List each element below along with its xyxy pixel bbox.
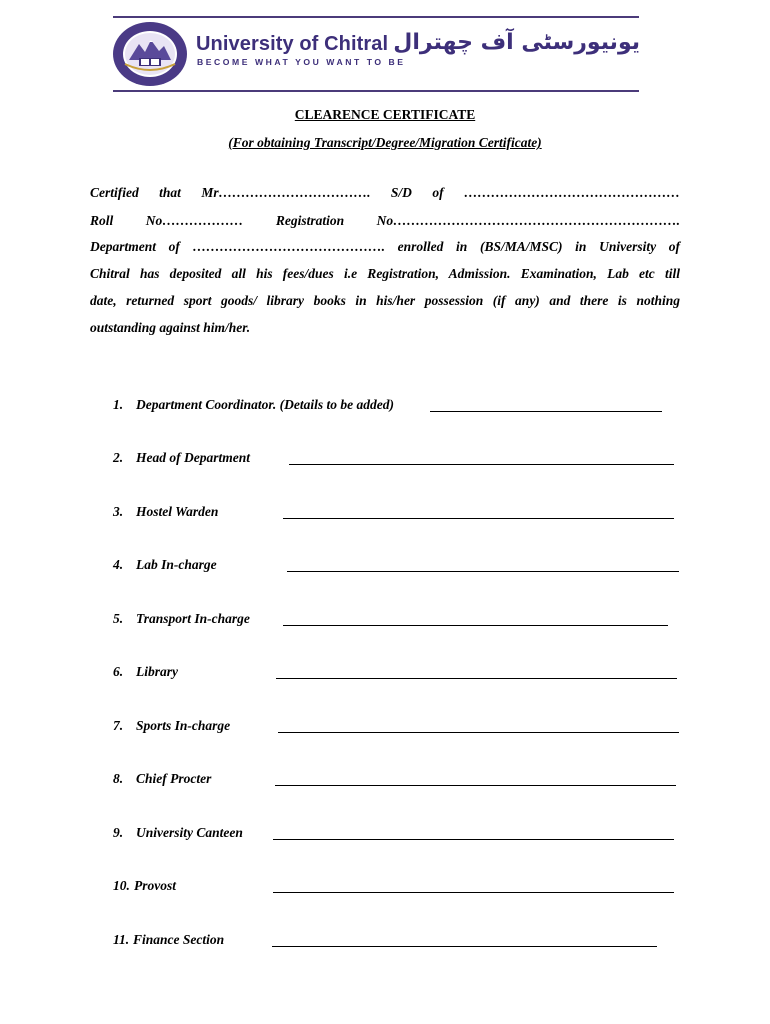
body-line-5: date, returned sport goods/ library books in his/her possession (if any) and there is nothing [90,293,680,308]
clearance-item-label: Sports In-charge [136,718,231,733]
body-line-6: outstanding against him/her. [90,320,251,335]
signature-line[interactable] [283,625,668,626]
clearance-item-number: 6. [113,664,124,679]
university-tagline: BECOME WHAT YOU WANT TO BE [197,57,406,67]
clearance-item-label: Hostel Warden [136,504,219,519]
signature-line[interactable] [430,411,662,412]
clearance-item-number: 2. [113,450,124,465]
clearance-item-number: 10. [113,878,130,893]
certificate-subtitle: (For obtaining Transcript/Degree/Migration Certificate) [228,135,542,150]
body-line-2: Roll No……………… Registration No………………………………………………………. [90,213,680,228]
signature-line[interactable] [275,785,676,786]
university-name-english: University of Chitral [196,33,389,55]
clearance-item-number: 8. [113,771,124,786]
clearance-item-number: 1. [113,397,124,412]
clearance-item-label: Finance Section [133,932,225,947]
clearance-item-number: 4. [113,557,124,572]
signature-line[interactable] [273,839,674,840]
clearance-item-number: 5. [113,611,124,626]
clearance-item-label: Library [136,664,178,679]
header-bottom-rule [113,90,639,92]
body-line-1: Certified that Mr……………………………. S/D of ………………………………………… [90,185,680,200]
body-line-4: Chitral has deposited all his fees/dues i.e Registration, Admission. Examination, Lab etc till [90,266,680,281]
signature-line[interactable] [289,464,674,465]
signature-line[interactable] [273,892,674,893]
signature-line[interactable] [276,678,677,679]
clearance-item-number: 9. [113,825,124,840]
clearance-item-label: Provost [134,878,176,893]
clearance-item-number: 3. [113,504,124,519]
university-seal-logo [111,20,189,88]
signature-line[interactable] [287,571,679,572]
body-line-3: Department of ……………………………………. enrolled in (BS/MA/MSC) in University of [90,239,680,254]
clearance-item-number: 7. [113,718,124,733]
signature-line[interactable] [272,946,657,947]
clearance-item-number: 11. [113,932,130,947]
university-name-urdu: یونیورسٹی آف چھترال [393,30,640,55]
signature-line[interactable] [278,732,679,733]
clearance-item-label: Head of Department [136,450,250,465]
header-top-rule [113,16,639,18]
clearance-item-label: Transport In-charge [136,611,250,626]
certificate-title: CLEARENCE CERTIFICATE [294,107,476,122]
clearance-item-label: Lab In-charge [136,557,217,572]
clearance-item-label: University Canteen [136,825,243,840]
clearance-item-label: Chief Procter [136,771,212,786]
clearance-item-label: Department Coordinator. (Details to be added) [136,397,394,412]
signature-line[interactable] [283,518,674,519]
